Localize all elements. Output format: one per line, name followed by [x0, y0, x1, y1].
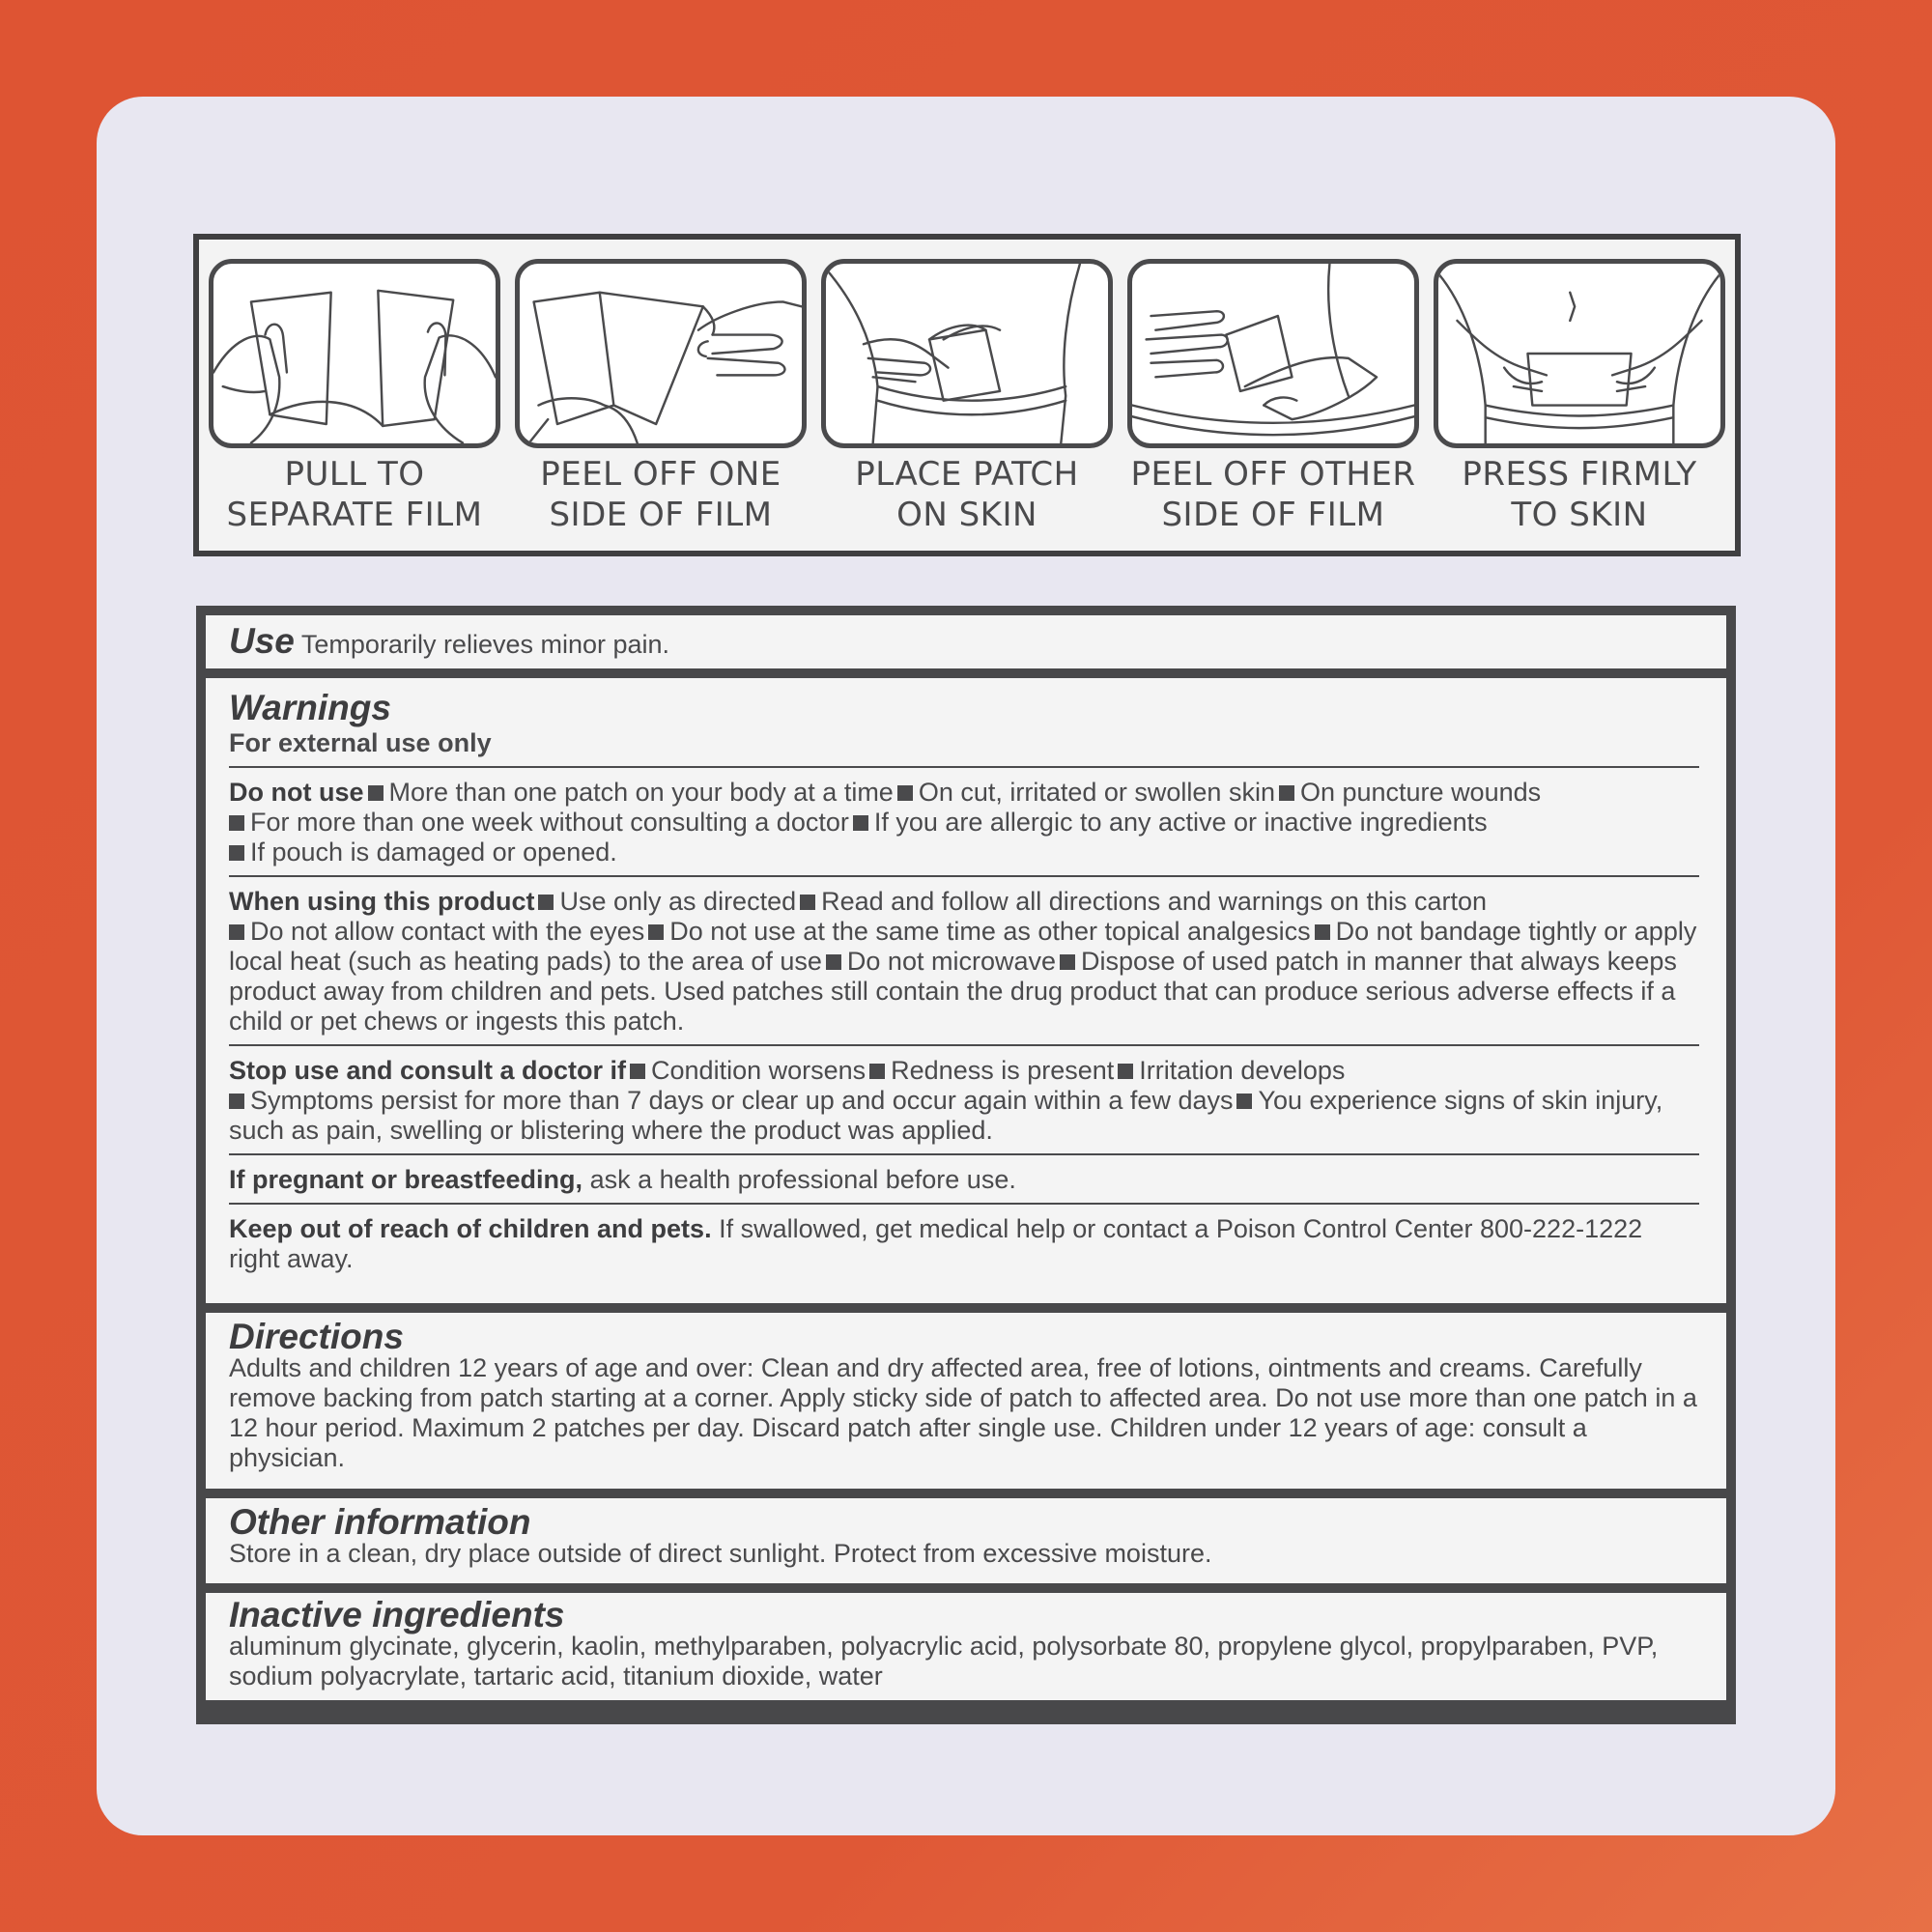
application-steps-panel [193, 234, 1741, 556]
step-1-caption: PULL TO SEPARATE FILM [226, 455, 483, 534]
use-text: Temporarily relieves minor pain. [300, 630, 670, 659]
press-firmly-icon [1434, 259, 1725, 448]
other-information-heading: Other information [229, 1502, 531, 1542]
step-3 [821, 259, 1113, 535]
keep-out-paragraph: Keep out of reach of children and pets. If swallowed, get medical help or contact a Poison Control Center 800-222-1222 right away. [229, 1203, 1699, 1282]
pull-film-icon [209, 259, 500, 448]
warnings-heading: Warnings [229, 688, 391, 727]
warnings-section [206, 678, 1726, 1303]
directions-text: Adults and children 12 years of age and over: Clean and dry affected area, free of lotions, ointments and creams. Carefully remove backing from patch starting at a corner. Apply sticky side of patch to affected area. Do not use more than one patch in a 12 hour period. Maximum 2 patches per day. Discard patch after single use. Children under 12 years of age: consult a physician. [229, 1353, 1697, 1472]
other-information-section [206, 1498, 1726, 1583]
use-heading: Use [229, 621, 295, 661]
directions-heading: Directions [229, 1317, 404, 1356]
use-section [206, 615, 1726, 668]
peel-other-side-icon [1127, 259, 1419, 448]
step-5-caption: PRESS FIRMLY TO SKIN [1462, 455, 1697, 534]
step-5 [1434, 259, 1725, 535]
warnings-subheading: For external use only [229, 728, 492, 757]
step-3-caption: PLACE PATCH ON SKIN [855, 455, 1079, 534]
peel-one-side-icon [515, 259, 807, 448]
drug-facts-panel [196, 606, 1736, 1724]
inactive-ingredients-section [206, 1593, 1726, 1700]
inactive-ingredients-heading: Inactive ingredients [229, 1595, 565, 1634]
place-patch-icon [821, 259, 1113, 448]
step-1 [209, 259, 500, 535]
pregnant-paragraph: If pregnant or breastfeeding, ask a health professional before use. [229, 1153, 1699, 1203]
step-2-caption: PEEL OFF ONE SIDE OF FILM [540, 455, 781, 534]
step-4-caption: PEEL OFF OTHER SIDE OF FILM [1130, 455, 1416, 534]
directions-section [206, 1313, 1726, 1489]
do-not-use-paragraph: Do not use More than one patch on your body at a time On cut, irritated or swollen skin On puncture wounds For more than one week without consulting a doctor If you are allergic to any active or inactive ingredients If pouch is damaged or opened. [229, 766, 1699, 875]
step-4 [1127, 259, 1419, 535]
inactive-ingredients-text: aluminum glycinate, glycerin, kaolin, methylparaben, polyacrylic acid, polysorbate 80, propylene glycol, propylparaben, PVP, sodium polyacrylate, tartaric acid, titanium dioxide, water [229, 1632, 1659, 1690]
when-using-paragraph: When using this product Use only as directed Read and follow all directions and warnings on this carton Do not allow contact with the eyes Do not use at the same time as other topical analgesics Do not bandage tightly or apply local heat (such as heating pads) to the area of use Do not microwave Dispose of used patch in manner that always keeps product away from children and pets. Used patches still contain the drug product that can produce serious adverse effects if a child or pet chews or ingests this patch. [229, 875, 1699, 1044]
other-information-text: Store in a clean, dry place outside of direct sunlight. Protect from excessive moisture. [229, 1539, 1212, 1568]
step-2 [515, 259, 807, 535]
stop-use-paragraph: Stop use and consult a doctor if Condition worsens Redness is present Irritation develops Symptoms persist for more than 7 days or clear up and occur again within a few days You experience signs of skin injury, such as pain, swelling or blistering where the product was applied. [229, 1044, 1699, 1153]
